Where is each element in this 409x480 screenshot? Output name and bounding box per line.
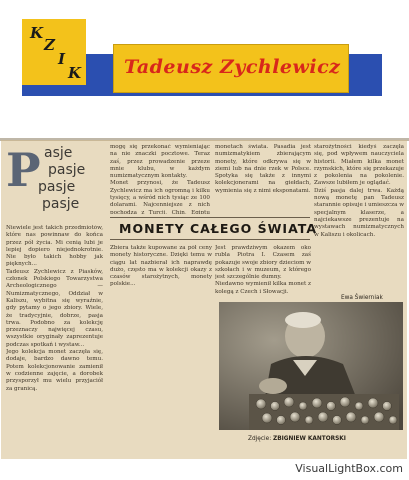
kzik-letter-i: I [58, 50, 66, 68]
article-column-3-top [215, 144, 311, 214]
article-column-2-bottom [110, 245, 212, 453]
kicker-word-3: pasje [38, 179, 76, 195]
article-column-4 [314, 144, 404, 249]
author-name: Tadeusz Zychlewicz [124, 56, 341, 78]
col2-para-3: Zbiera także kupowane za pół ceny monety historyczne. Dzięki temu w ciągu lat nazbierał ich naprawdę dużo, często ma w kolekcji okazy z czasów starożytnych, monety polskie... [110, 245, 212, 288]
article-column-1 [6, 225, 103, 453]
photo-caption [248, 436, 346, 442]
kzik-letter-k: K [30, 24, 44, 42]
kzik-letter-k2: K [68, 64, 82, 82]
article-column-2-top [110, 144, 210, 214]
kicker-word-4: pasje [42, 196, 80, 212]
col1-para-3: Jego kolekcja monet zaczęła się, dodaje, bardzo dawno temu. Potem kolekcjonowanie zamienił w codzienne zajęcie, a dorobek przysporzył mu wielu przyjaciół za granicą. [6, 349, 103, 392]
col2-para-1: mogę się przekonać wymieniając na nie znaczki pocztowe. Teraz zaś, przez prowadzenie przeze mnie klubu, w każdym numizmatycznym kontakty. [110, 144, 210, 180]
article-photo [219, 302, 403, 430]
kicker-big-letter: P [6, 143, 41, 197]
col3-para-2: Jest prawdziwym okazem oko rubla Piotra I. Czasem zaś pokazuje swoje zbiory dzieciom w szkołach i w muzeum, z którego jest szczególnie dumny. [215, 245, 311, 281]
col4-para-2: Dziś pasja dalej trwa. Każdą nową monetę pan Tadeusz starannie opisuje i umieszcza w specjalnym klaserze, a najciekawsze prezentuje na wystawach numizmatycznych w Kaliszu i okolicach. [314, 187, 404, 238]
col2-para-2: Monet przynosi, że Tadeusz Zychlewicz ma ich ogromną i kilku tysięcy, a wśród nich tysiąc ze 100 dolarami. Najcenniejsze z nich pochodzą z Turcji, Chin, Egiptu [110, 180, 210, 214]
kzik-letter-z: Z [44, 36, 55, 54]
headline-rule-bottom [110, 239, 310, 240]
article-column-3-bottom [215, 245, 311, 295]
article-byline: Ewa Świerniak [341, 295, 383, 301]
headline-rule-top [110, 217, 310, 218]
watermark: VisualLightBox.com [295, 462, 403, 475]
article-headline: MONETY CAŁEGO ŚWIATA [119, 221, 318, 236]
col4-para-1: starożytności kiedyś zaczęła się, pod wpływem nauczyciela historii. Miałem kilka monet rzymskich, które się przekazuje z pokolenia na pokolenie. Zawsze lubiłem je oglądać. [314, 144, 404, 187]
kicker-word-2: pasje [48, 162, 86, 178]
col1-para-2: Tadeusz Zychlewicz z Piasków, członek Polskiego Towarzystwa Archeologicznego — Numizmatycznego, Oddział w Kaliszu, wybitna się wyraźnie, gdy pytamy o jego zbiory. Wiele, że tradycyjnie, dobrze, pasja trwa. Podobno za kolekcję przeznaczy najwięcej czasu, wszystkie oryginały zaprezentuje podczas spotkań i wystaw... [6, 268, 103, 348]
photo-collector-with-coins [219, 302, 403, 430]
author-name-box [113, 44, 349, 93]
kicker-word-1: asje [44, 145, 73, 161]
col3-para-1: monetach świata. Pasadia jest numizmatykiem zbierającym monety, które odkrywa się w ziemi lub na dnie rzek w Polsce. Spotyka się także z innymi kolekcjonerami na giełdach, wymienia się z nimi eksponatami. [215, 144, 311, 194]
kicker-pasje [4, 143, 108, 225]
col3-para-3: Niedawno wymienił kilka monet z kolegą z Czech i Słowacji. [215, 281, 311, 295]
photo-caption-name: ZBIGNIEW KANTORSKI [273, 436, 346, 442]
col1-para-1: Niewiele jest takich przedmiotów, które nas powinnaw do końca przez pół życia. Mi cenią lubi je lepiej dopiero niejednokrotnie. Nie było takich hobby jak pięknych... [6, 225, 103, 268]
photo-caption-prefix: Zdjęcie: [248, 436, 272, 442]
kzik-logo-box [22, 19, 86, 85]
